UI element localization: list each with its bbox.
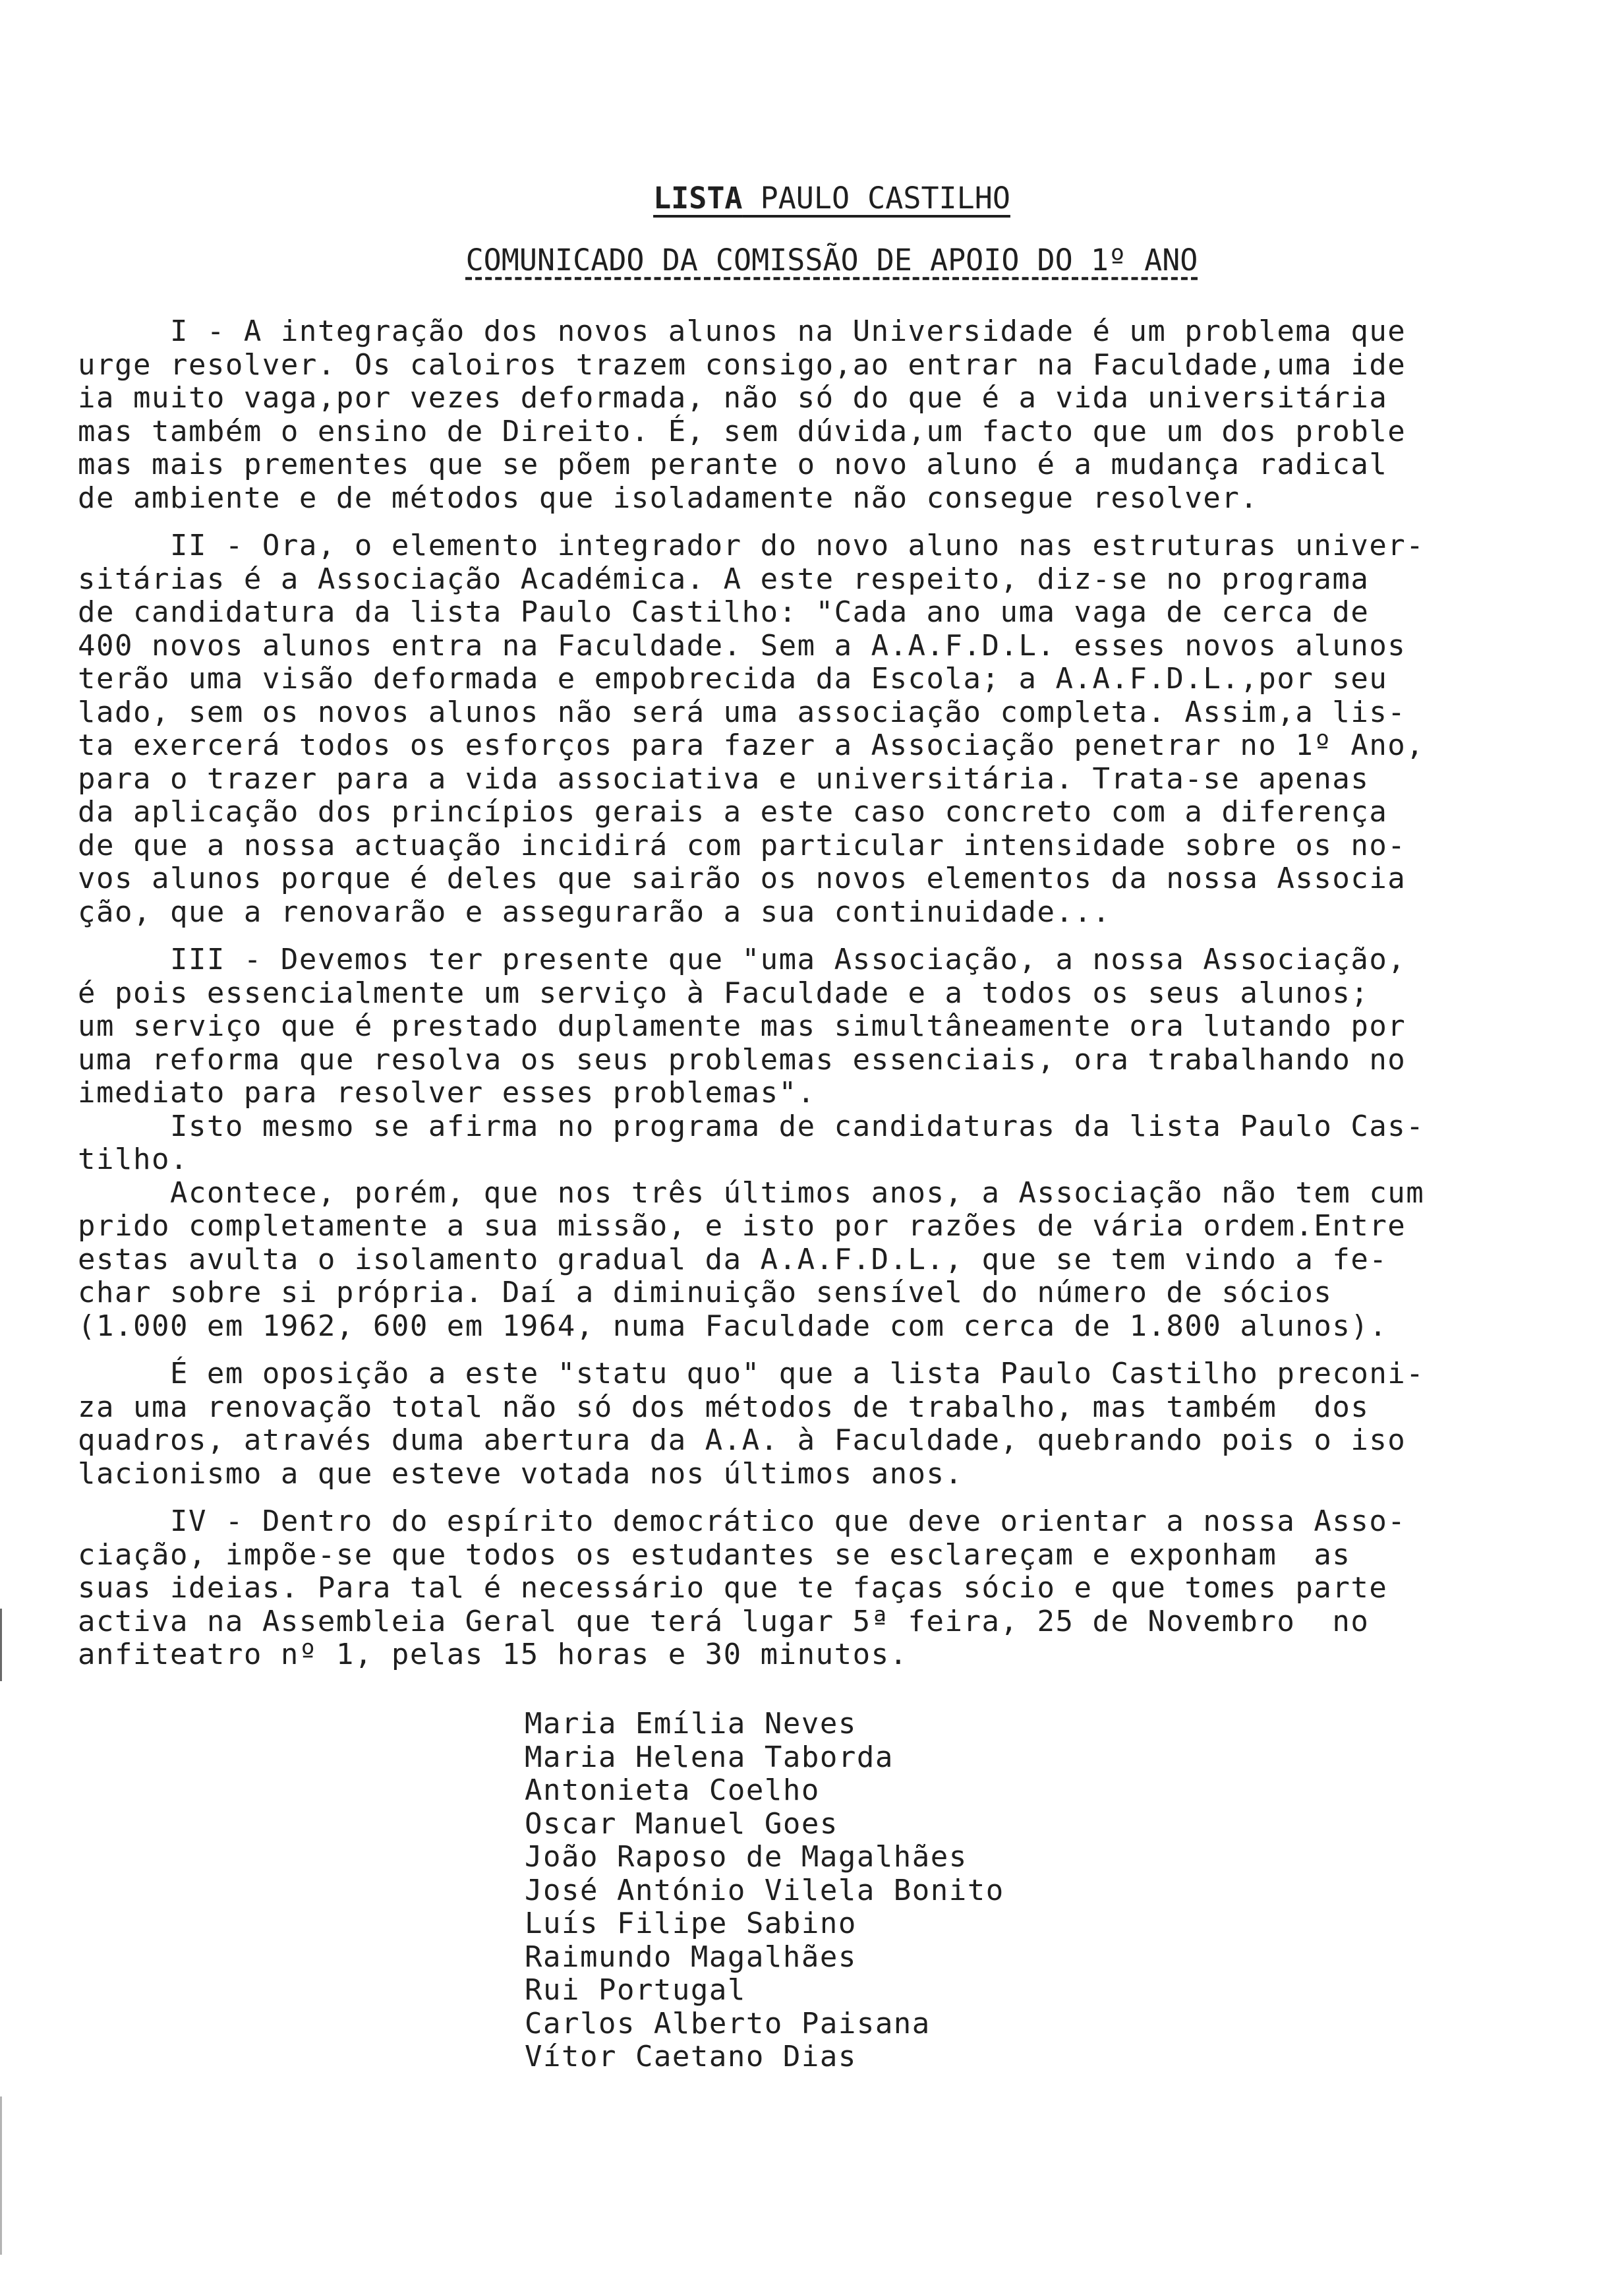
text-line: II - Ora, o elemento integrador do novo aluno nas estruturas univer- (78, 529, 1425, 562)
signatory-name: Raimundo Magalhães (525, 1940, 857, 1974)
paragraph-i (78, 315, 1554, 515)
title-bold-word: LISTA (653, 181, 743, 216)
text-line: sitárias é a Associação Académica. A este respeito, diz-se no programa (78, 562, 1370, 596)
text-line: é pois essencialmente um serviço à Faculdade e a todos os seus alunos; (78, 976, 1370, 1010)
text-line: (1.000 em 1962, 600 em 1964, numa Faculdade com cerca de 1.800 alunos). (78, 1309, 1388, 1343)
signatory-name: Luís Filipe Sabino (525, 1907, 857, 1940)
scan-edge-mark (0, 2096, 2, 2255)
text-line: lado, sem os novos alunos não será uma associação completa. Assim,a lis- (78, 695, 1406, 729)
text-line: mas mais prementes que se põem perante o novo aluno é a mudança radical (78, 448, 1388, 481)
text-line: ta exercerá todos os esforços para fazer a Associação penetrar no 1º Ano, (78, 728, 1425, 762)
text-line: tilho. (78, 1143, 188, 1176)
paragraph-statu-quo (78, 1357, 1554, 1491)
text-line: I - A integração dos novos alunos na Universidade é um problema que (78, 314, 1406, 348)
text-line: ciação, impõe-se que todos os estudantes se esclareçam e exponham as (78, 1537, 1351, 1572)
text-line: estas avulta o isolamento gradual da A.A.F.D.L., que se tem vindo a fe- (78, 1242, 1388, 1276)
scan-edge-mark (0, 1609, 2, 1681)
text-line: lacionismo a que esteve votada nos últimos anos. (78, 1456, 964, 1491)
paragraph-iii (78, 943, 1554, 1343)
text-line: vos alunos porque é deles que sairão os novos elementos da nossa Associa (78, 862, 1406, 895)
text-line: anfiteatro nº 1, pelas 15 horas e 30 minutos. (78, 1638, 908, 1671)
text-line: imediato para resolver esses problemas". (78, 1076, 816, 1110)
signatory-name: Rui Portugal (525, 1973, 746, 2007)
text-line: da aplicação dos princípios gerais a este caso concreto com a diferença (78, 795, 1388, 829)
text-line: quadros, através duma abertura da A.A. à Faculdade, quebrando pois o iso (78, 1423, 1406, 1457)
text-line: za uma renovação total não só dos métodos de trabalho, mas também dos (78, 1390, 1370, 1424)
text-line: prido completamente a sua missão, e isto por razões de vária ordem.Entre (78, 1209, 1406, 1243)
paragraph-ii (78, 529, 1554, 929)
text-line: de candidatura da lista Paulo Castilho: "Cada ano uma vaga de cerca de (78, 595, 1370, 629)
text-line: mas também o ensino de Direito. É, sem dúvida,um facto que um dos proble (78, 414, 1406, 448)
signatory-name: José António Vilela Bonito (525, 1873, 1004, 1907)
signatory-name: Vítor Caetano Dias (525, 2040, 857, 2073)
signatory-name: Maria Helena Taborda (525, 1740, 894, 1774)
text-line: III - Devemos ter presente que "uma Associação, a nossa Associação, (78, 943, 1406, 976)
signatories-list (525, 1708, 1004, 2074)
signatory-name: Maria Emília Neves (525, 1707, 857, 1740)
text-line: IV - Dentro do espírito democrático que deve orientar a nossa Asso- (78, 1504, 1406, 1538)
document-subtitle: COMUNICADO DA COMISSÃO DE APOIO DO 1º ANO (465, 243, 1198, 278)
signatory-name: João Raposo de Magalhães (525, 1840, 968, 1874)
document-title (653, 178, 1010, 219)
document-body (78, 315, 1554, 1686)
text-line: terão uma visão deformada e empobrecida da Escola; a A.A.F.D.L.,por seu (78, 662, 1388, 696)
text-line: Acontece, porém, que nos três últimos anos, a Associação não tem cum (78, 1175, 1425, 1210)
paragraph-iv (78, 1505, 1554, 1672)
text-line: 400 novos alunos entra na Faculdade. Sem a A.A.F.D.L. esses novos alunos (78, 628, 1406, 663)
text-line: para o trazer para a vida associativa e universitária. Trata-se apenas (78, 761, 1370, 796)
signatory-name: Antonieta Coelho (525, 1773, 820, 1807)
signatory-name: Carlos Alberto Paisana (525, 2006, 931, 2040)
text-line: de que a nossa actuação incidirá com particular intensidade sobre os no- (78, 828, 1406, 862)
document-header (0, 178, 1624, 281)
text-line: ia muito vaga,por vezes deformada, não só do que é a vida universitária (78, 381, 1388, 415)
text-line: char sobre si própria. Daí a diminuição sensível do número de sócios (78, 1276, 1333, 1309)
text-line: É em oposição a este "statu quo" que a lista Paulo Castilho preconi- (78, 1357, 1425, 1390)
text-line: urge resolver. Os caloiros trazem consigo,ao entrar na Faculdade,uma ide (78, 347, 1406, 382)
text-line: de ambiente e de métodos que isoladamente não consegue resolver. (78, 481, 1259, 515)
text-line: activa na Assembleia Geral que terá lugar 5ª feira, 25 de Novembro no (78, 1604, 1370, 1638)
text-line: ção, que a renovarão e assegurarão a sua continuidade... (78, 895, 1111, 929)
text-line: Isto mesmo se afirma no programa de candidaturas da lista Paulo Cas- (78, 1109, 1425, 1143)
text-line: suas ideias. Para tal é necessário que te faças sócio e que tomes parte (78, 1571, 1388, 1605)
text-line: uma reforma que resolva os seus problemas essenciais, ora trabalhando no (78, 1042, 1406, 1077)
signatory-name: Oscar Manuel Goes (525, 1806, 838, 1841)
title-rest: PAULO CASTILHO (742, 181, 1010, 216)
text-line: um serviço que é prestado duplamente mas simultâneamente ora lutando por (78, 1009, 1406, 1043)
